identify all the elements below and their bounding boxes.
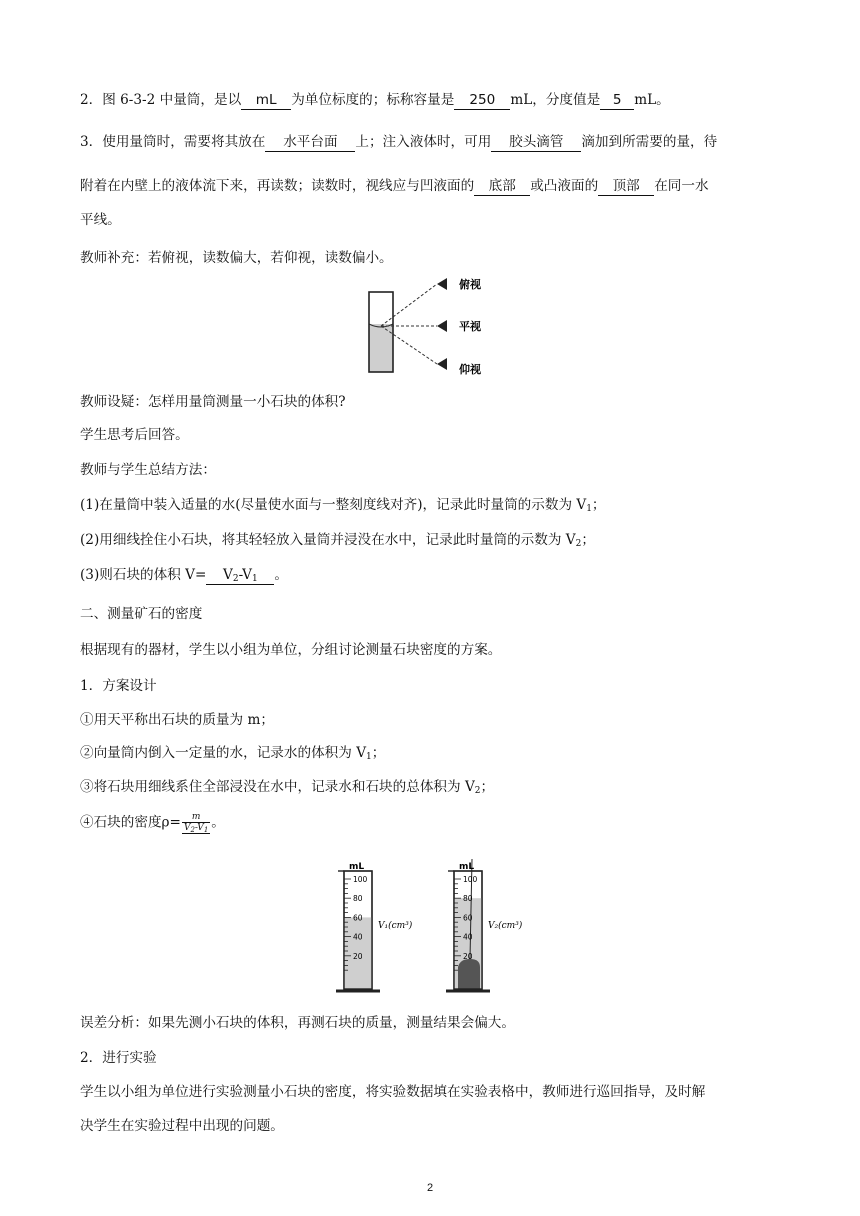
scale-label: 100 <box>353 875 368 884</box>
unit-label-right: mL <box>459 862 475 872</box>
label-level-view: 平视 <box>459 320 481 333</box>
scale-label: 20 <box>353 951 363 961</box>
teacher-question: 教师设疑：怎样用量筒测量一小石块的体积? <box>80 394 346 410</box>
page-number: 2 <box>426 1182 434 1194</box>
scale-label: 80 <box>353 894 363 904</box>
teacher-supplement: 教师补充：若俯视，读数偏大，若仰视，读数偏小。 <box>80 250 393 266</box>
cylinder-left <box>336 871 380 991</box>
section-heading-2: 二、测量矿石的密度 <box>80 606 203 622</box>
item-3-cont: 附着在内壁上的液体流下来，再读数；读数时，视线应与凹液面的 底部 或凸液面的 顶部 在同一水 <box>80 178 709 194</box>
blank-tool: 胶头滴管 <box>491 133 581 152</box>
method-step-3: (3)则石块的体积 $V= V_2-V_1$ 。 <box>80 567 288 584</box>
scale-label: 60 <box>463 913 473 923</box>
scale-label: 100 <box>463 875 478 884</box>
item-2: 2．图 6-3-2 中量筒，是以 mL 为单位标度的；标称容量是 250 mL，分度值是 5 mL。 <box>80 92 670 108</box>
method-step-1: (1)在量筒中装入适量的水(尽量使水面与一整刻度线对齐)，记录此时量筒的示数为 $V_1$； <box>80 497 606 514</box>
scale-label: 40 <box>353 932 363 942</box>
sight-line-top <box>381 284 437 326</box>
experiment-text-1: 学生以小组为单位进行实验测量小石块的密度，将实验数据填在实验表格中，教师进行巡回指导，及时解 <box>80 1084 706 1100</box>
eye-icon <box>437 358 447 370</box>
blank-capacity: 250 <box>454 91 510 110</box>
scale-label: 60 <box>353 913 363 923</box>
section-intro: 根据现有的器材，学生以小组为单位，分组讨论测量石块密度的方案。 <box>80 642 502 658</box>
blank-placement: 水平台面 <box>265 133 355 152</box>
scale-label: 80 <box>463 894 473 904</box>
student-answer: 学生思考后回答。 <box>80 427 189 443</box>
experiment-text-2: 决学生在实验过程中出现的问题。 <box>80 1118 284 1134</box>
design-step-4: ④石块的密度ρ= $\frac{m}{V_2-V_1}$ 。 <box>80 812 225 834</box>
v2-label: V₂(cm³) <box>488 921 523 931</box>
liquid-fill <box>369 324 393 372</box>
label-top-view: 俯视 <box>459 278 481 291</box>
density-fraction: $\frac{m}{V_2-V_1}$ <box>183 812 209 834</box>
blank-bottom: 底部 <box>474 177 530 196</box>
blank-volume: $V_2-V_1$ <box>206 566 274 585</box>
design-step-2: ②向量筒内倒入一定量的水，记录水的体积为 $V_1$； <box>80 745 386 762</box>
scale-label: 20 <box>463 951 473 961</box>
eye-icon <box>437 320 447 332</box>
method-step-2: (2)用细线拴住小石块，将其轻轻放入量筒并浸没在水中，记录此时量筒的示数为 $V_2$； <box>80 532 595 549</box>
scale-label: 40 <box>463 932 473 942</box>
blank-unit: mL <box>241 91 291 110</box>
v1-label: V₁(cm³) <box>378 921 413 931</box>
unit-label-left: mL <box>349 862 365 872</box>
viewing-angle-figure <box>355 272 505 380</box>
eye-icon <box>437 278 447 290</box>
design-step-3: ③将石块用细线系住全部浸没在水中，记录水和石块的总体积为 $V_2$； <box>80 779 495 796</box>
summary-intro: 教师与学生总结方法： <box>80 462 216 478</box>
error-analysis: 误差分析：如果先测小石块的体积，再测石块的质量，测量结果会偏大。 <box>80 1015 515 1031</box>
design-step-1: ①用天平称出石块的质量为 m； <box>80 712 274 728</box>
item-3-end: 平线。 <box>80 212 121 228</box>
graduated-cylinders-figure <box>330 855 540 1000</box>
label-bottom-view: 仰视 <box>459 363 481 376</box>
stone <box>458 959 480 989</box>
item-3: 3．使用量筒时，需要将其放在 水平台面 上；注入液体时，可用 胶头滴管 滴加到所需要的量，待 <box>80 134 718 150</box>
subheading-experiment: 2．进行实验 <box>80 1050 157 1066</box>
blank-division: 5 <box>600 91 634 110</box>
blank-top: 顶部 <box>598 177 654 196</box>
subheading-design: 1．方案设计 <box>80 678 157 694</box>
